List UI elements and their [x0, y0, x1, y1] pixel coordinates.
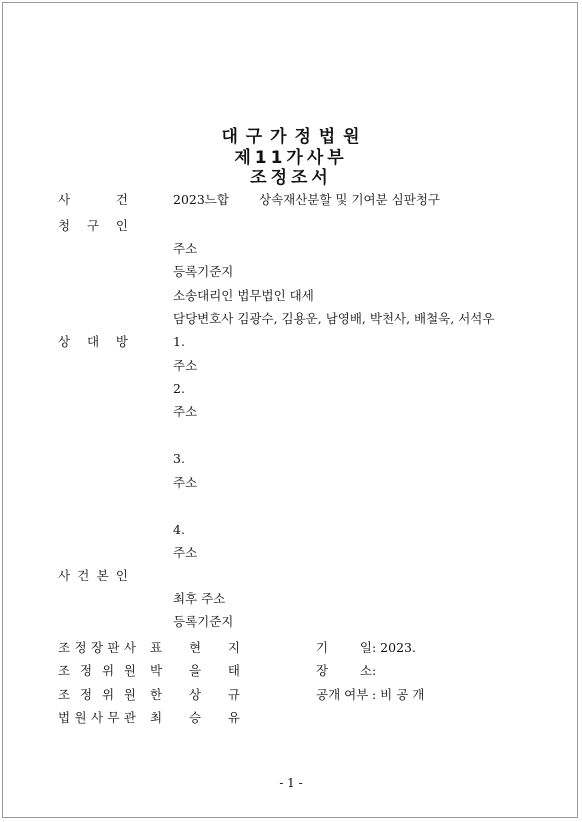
respondent-4-number: 4.	[173, 522, 185, 537]
claimant-agent: 소송대리인 법무법인 대세	[173, 288, 314, 303]
signatory-2-name: 박 을 태	[150, 663, 240, 678]
court-name: 대 구 가 정 법 원	[221, 127, 361, 147]
signatory-3-name: 한 상 규	[150, 687, 240, 702]
signatory-1-name: 표 현 지	[150, 640, 240, 655]
place-label: 장 소	[316, 663, 372, 678]
claimant-lawyers: 담당변호사 김광수, 김용운, 남영배, 박천사, 배철욱, 서석우	[173, 311, 495, 326]
case-label: 사 건	[58, 192, 128, 207]
public-label: 공개 여부	[316, 687, 369, 702]
respondent-4-address: 주소	[173, 545, 198, 560]
public-value: : 비 공 개	[372, 687, 425, 702]
signatory-3-role: 조 정 위 원	[58, 687, 136, 702]
document-title: 조정조서	[250, 168, 332, 188]
signatory-2-role: 조 정 위 원	[58, 663, 136, 678]
signatory-4-role: 법 원 사 무 관	[58, 710, 136, 725]
respondent-1-address: 주소	[173, 358, 198, 373]
claimant-registered-domicile: 등록기준지	[173, 264, 234, 279]
respondent-2-number: 2.	[173, 381, 185, 396]
signatory-4-name: 최 승 유	[150, 710, 240, 725]
principal-registered-domicile: 등록기준지	[173, 614, 234, 629]
respondent-2-address: 주소	[173, 404, 198, 419]
claimant-label: 청 구 인	[58, 218, 128, 233]
principal-last-address: 최후 주소	[173, 591, 226, 606]
case-name: 상속재산분할 및 기여분 심판청구	[259, 192, 440, 207]
date-value: : 2023.	[372, 640, 416, 655]
signatory-1-role: 조 정 장 판 사	[58, 640, 136, 655]
case-number: 2023느합	[173, 192, 229, 207]
claimant-address: 주소	[173, 241, 198, 256]
respondent-1-number: 1.	[173, 334, 185, 349]
principal-label: 사 건 본 인	[58, 568, 128, 583]
date-label: 기 일	[316, 640, 372, 655]
respondent-label: 상 대 방	[58, 334, 128, 349]
respondent-3-number: 3.	[173, 451, 185, 466]
respondent-3-address: 주소	[173, 475, 198, 490]
place-value: :	[372, 663, 377, 678]
division-name: 제11가사부	[234, 148, 348, 168]
page-number: - 1 -	[279, 776, 303, 790]
